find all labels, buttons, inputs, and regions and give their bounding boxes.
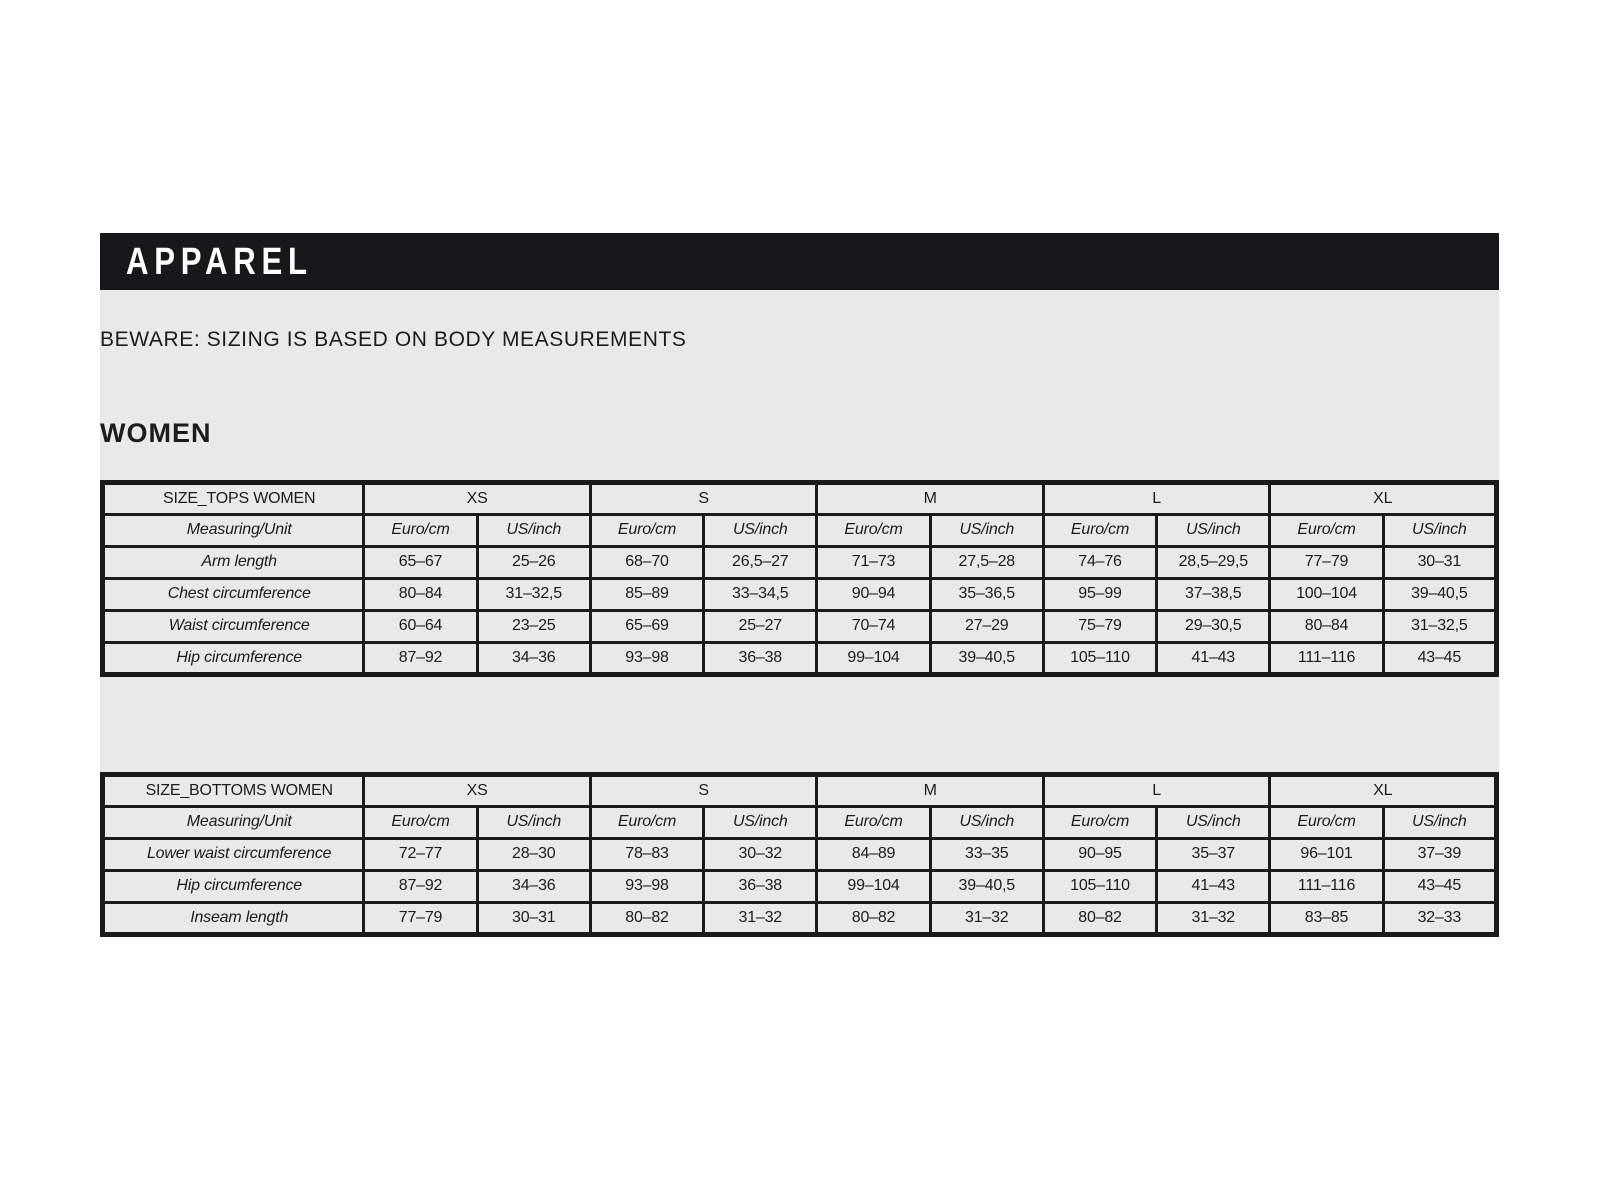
measure-value: 37–39 [1383,838,1496,870]
unit-header: Euro/cm [590,514,703,546]
measure-value: 65–69 [590,610,703,642]
size-header-l: L [1043,774,1270,806]
size-header-row [103,482,1497,514]
size-table [100,480,1499,677]
measure-value: 65–67 [364,546,477,578]
measure-value: 34–36 [477,870,590,902]
size-header-xs: XS [364,482,591,514]
unit-header: US/inch [930,514,1043,546]
measure-value: 80–84 [364,578,477,610]
measure-value: 80–84 [1270,610,1383,642]
size-header-s: S [590,482,817,514]
measure-value: 26,5–27 [704,546,817,578]
measure-value: 80–82 [590,902,703,934]
unit-header: US/inch [477,806,590,838]
measure-value: 111–116 [1270,642,1383,674]
measure-value: 29–30,5 [1157,610,1270,642]
measure-value: 34–36 [477,642,590,674]
measure-label: Hip circumference [103,870,364,902]
measure-value: 77–79 [1270,546,1383,578]
measure-value: 37–38,5 [1157,578,1270,610]
measure-value: 80–82 [817,902,930,934]
measure-value: 96–101 [1270,838,1383,870]
unit-header: Euro/cm [1270,514,1383,546]
measure-value: 35–37 [1157,838,1270,870]
size-table [100,772,1499,937]
measure-label: Chest circumference [103,578,364,610]
table-row [103,610,1497,642]
measure-value: 27,5–28 [930,546,1043,578]
size-tops-women-table [100,480,1499,677]
measure-value: 31–32,5 [1383,610,1496,642]
unit-header: Euro/cm [1043,514,1156,546]
measure-value: 31–32 [930,902,1043,934]
unit-header: Euro/cm [1043,806,1156,838]
unit-header: Euro/cm [590,806,703,838]
unit-header: US/inch [704,806,817,838]
measure-value: 68–70 [590,546,703,578]
measure-value: 93–98 [590,642,703,674]
measure-value: 87–92 [364,870,477,902]
measure-label: Arm length [103,546,364,578]
size-header-xl: XL [1270,774,1497,806]
measure-value: 105–110 [1043,642,1156,674]
measure-value: 33–34,5 [704,578,817,610]
table-row [103,642,1497,674]
measure-value: 39–40,5 [930,870,1043,902]
measure-value: 84–89 [817,838,930,870]
unit-label: Measuring/Unit [103,514,364,546]
measure-label: Lower waist circumference [103,838,364,870]
table-row [103,902,1497,934]
measure-value: 99–104 [817,642,930,674]
size-header-xs: XS [364,774,591,806]
measure-value: 30–31 [1383,546,1496,578]
measure-value: 41–43 [1157,642,1270,674]
sizing-sheet [100,233,1499,937]
table-row [103,578,1497,610]
apparel-banner [100,233,1499,290]
unit-header: Euro/cm [817,514,930,546]
measure-value: 25–26 [477,546,590,578]
measure-value: 95–99 [1043,578,1156,610]
measure-value: 77–79 [364,902,477,934]
measure-value: 90–95 [1043,838,1156,870]
unit-label: Measuring/Unit [103,806,364,838]
size-header-xl: XL [1270,482,1497,514]
table-title: SIZE_TOPS WOMEN [103,482,364,514]
measure-value: 85–89 [590,578,703,610]
measure-value: 75–79 [1043,610,1156,642]
measure-value: 43–45 [1383,870,1496,902]
unit-header: Euro/cm [1270,806,1383,838]
measure-label: Hip circumference [103,642,364,674]
measure-value: 28–30 [477,838,590,870]
table-row [103,870,1497,902]
measure-value: 80–82 [1043,902,1156,934]
measure-value: 23–25 [477,610,590,642]
measure-value: 30–32 [704,838,817,870]
measure-value: 90–94 [817,578,930,610]
size-header-m: M [817,482,1044,514]
measure-value: 74–76 [1043,546,1156,578]
measure-label: Inseam length [103,902,364,934]
measure-value: 33–35 [930,838,1043,870]
banner-title: APPAREL [126,240,313,283]
size-header-l: L [1043,482,1270,514]
unit-header: US/inch [1383,514,1496,546]
size-header-s: S [590,774,817,806]
unit-header-row [103,806,1497,838]
measure-value: 43–45 [1383,642,1496,674]
unit-header: Euro/cm [817,806,930,838]
measure-value: 105–110 [1043,870,1156,902]
section-title-women: WOMEN [100,418,212,449]
unit-header: US/inch [1157,514,1270,546]
measure-value: 30–31 [477,902,590,934]
table-row [103,546,1497,578]
measure-value: 93–98 [590,870,703,902]
unit-header: US/inch [1157,806,1270,838]
measure-label: Waist circumference [103,610,364,642]
measure-value: 100–104 [1270,578,1383,610]
measure-value: 39–40,5 [1383,578,1496,610]
sizing-notice-text: BEWARE: SIZING IS BASED ON BODY MEASUREMENTS [100,328,687,351]
table-row [103,838,1497,870]
measure-value: 31–32,5 [477,578,590,610]
measure-value: 25–27 [704,610,817,642]
unit-header: US/inch [930,806,1043,838]
unit-header-row [103,514,1497,546]
measure-value: 32–33 [1383,902,1496,934]
unit-header: Euro/cm [364,514,477,546]
size-header-m: M [817,774,1044,806]
measure-value: 31–32 [704,902,817,934]
table-title: SIZE_BOTTOMS WOMEN [103,774,364,806]
measure-value: 72–77 [364,838,477,870]
measure-value: 39–40,5 [930,642,1043,674]
unit-header: Euro/cm [364,806,477,838]
size-header-row [103,774,1497,806]
measure-value: 41–43 [1157,870,1270,902]
measure-value: 27–29 [930,610,1043,642]
measure-value: 87–92 [364,642,477,674]
size-bottoms-women-table [100,772,1499,937]
measure-value: 36–38 [704,870,817,902]
measure-value: 35–36,5 [930,578,1043,610]
measure-value: 70–74 [817,610,930,642]
unit-header: US/inch [477,514,590,546]
measure-value: 28,5–29,5 [1157,546,1270,578]
measure-value: 60–64 [364,610,477,642]
measure-value: 111–116 [1270,870,1383,902]
measure-value: 31–32 [1157,902,1270,934]
unit-header: US/inch [1383,806,1496,838]
measure-value: 78–83 [590,838,703,870]
measure-value: 36–38 [704,642,817,674]
content-body [100,290,1499,937]
measure-value: 99–104 [817,870,930,902]
measure-value: 83–85 [1270,902,1383,934]
unit-header: US/inch [704,514,817,546]
measure-value: 71–73 [817,546,930,578]
